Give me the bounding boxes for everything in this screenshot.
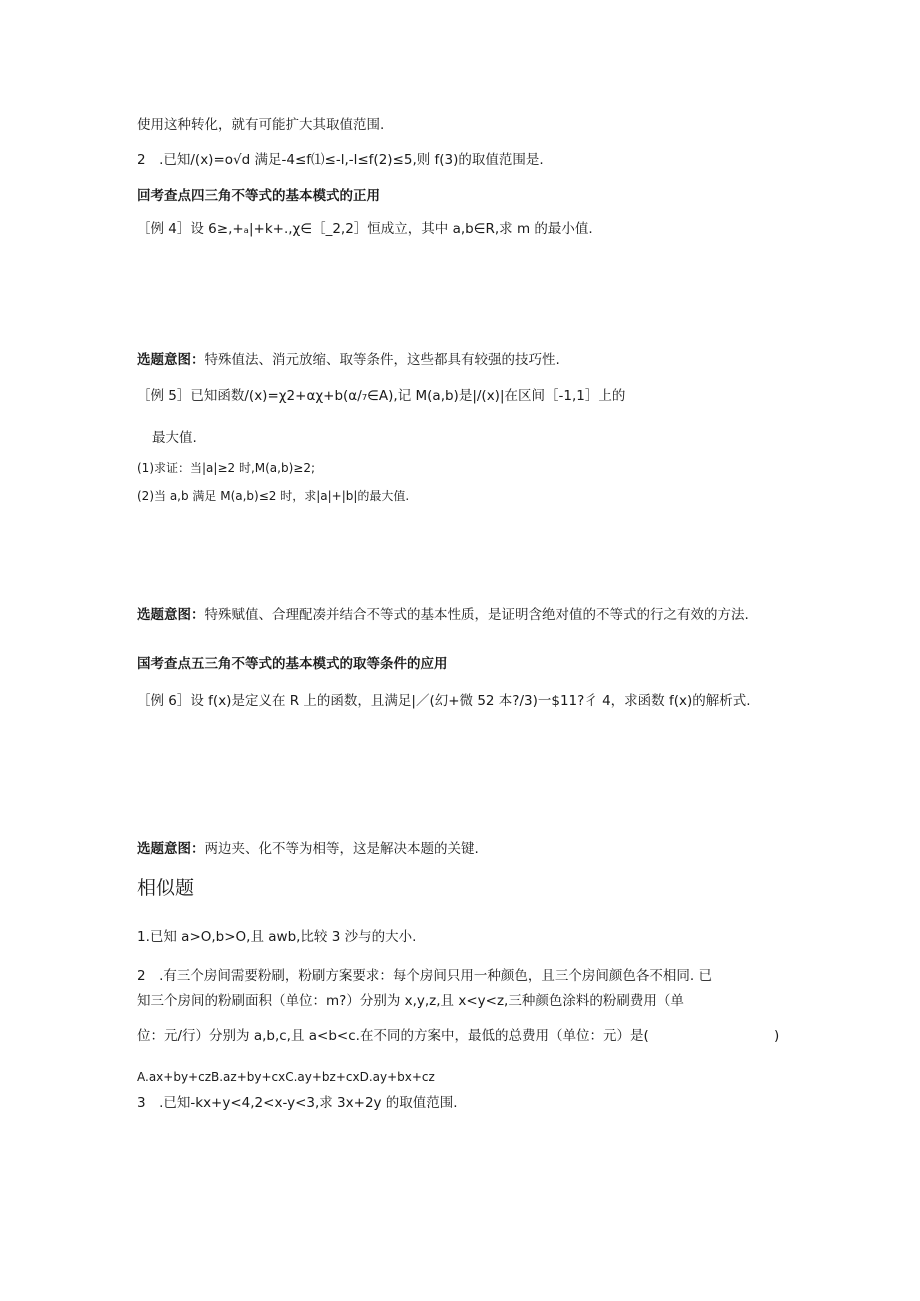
intent-6 [137, 839, 479, 859]
intent-5 [137, 603, 787, 627]
example-5-part-2: (2)当 a,b 满足 M(a,b)≤2 时，求|a|+|b|的最大值. [137, 489, 410, 503]
similar-question-2-line-1: 2 .有三个房间需要粉刷，粉刷方案要求：每个房间只用一种颜色，且三个房间颜色各不相同. 已 [137, 968, 712, 984]
section-heading-5: 国考查点五三角不等式的基本模式的取等条件的应用 [137, 656, 448, 672]
example-4: ［例 4］设 6≥,+ₐ|+k+.,χ∈［_2,2］恒成立，其中 a,b∈R,求 m 的最小值. [137, 221, 593, 237]
similar-question-2-line-2: 知三个房间的粉刷面积（单位：m?）分别为 x,y,z,且 x<y<z,三种颜色涂料的粉刷费用（单 [137, 993, 684, 1009]
intent-label: 选题意图： [137, 607, 205, 623]
example-5-part-1: (1)求证：当|a|≥2 时,M(a,b)≥2; [137, 461, 315, 475]
example-5-continued: 最大值. [152, 430, 197, 446]
answer-blank-close-paren: ) [774, 1028, 780, 1044]
intent-text: 特殊赋值、合理配凑并结合不等式的基本性质，是证明含绝对值的不等式的行之有效的方法. [204, 607, 749, 623]
text-line: 使用这种转化，就有可能扩大其取值范围. [137, 117, 385, 133]
intent-4 [137, 350, 560, 370]
intent-text: 两边夹、化不等为相等，这是解决本题的关键. [204, 841, 479, 857]
intent-text: 特殊值法、消元放缩、取等条件，这些都具有较强的技巧性. [204, 352, 560, 368]
intent-label: 选题意图： [137, 352, 205, 368]
section-heading-4: 回考查点四三角不等式的基本模式的正用 [137, 188, 380, 204]
similar-question-3: 3 .已知-kx+y<4,2<x-y<3,求 3x+2y 的取值范围. [137, 1095, 458, 1111]
similar-problems-title: 相似题 [137, 877, 195, 899]
intent-label: 选题意图： [137, 841, 205, 857]
exercise-2: 2 .已知/(x)=o√d 满足-4≤f⑴≤-l,-l≤f(2)≤5,则 f(3)的取值范围是. [137, 152, 544, 168]
example-5: ［例 5］已知函数/(x)=χ2+αχ+b(α∕₇∈A),记 M(a,b)是|/(x)|在区间［-1,1］上的 [137, 388, 626, 404]
similar-question-2-options: A.ax+by+czB.az+by+cxC.ay+bz+cxD.ay+bx+cz [137, 1070, 435, 1084]
example-6: ［例 6］设 f(x)是定义在 R 上的函数，且满足|／(幻+微 52 本?/3)一$11?彳 4，求函数 f(x)的解析式. [137, 693, 751, 709]
similar-question-2-line-3: 位：元/行）分别为 a,b,c,且 a<b<c.在不同的方案中，最低的总费用（单位：元）是( [137, 1028, 649, 1044]
similar-question-1: 1.已知 a>O,b>O,且 awb,比较 3 沙与的大小. [137, 929, 417, 945]
